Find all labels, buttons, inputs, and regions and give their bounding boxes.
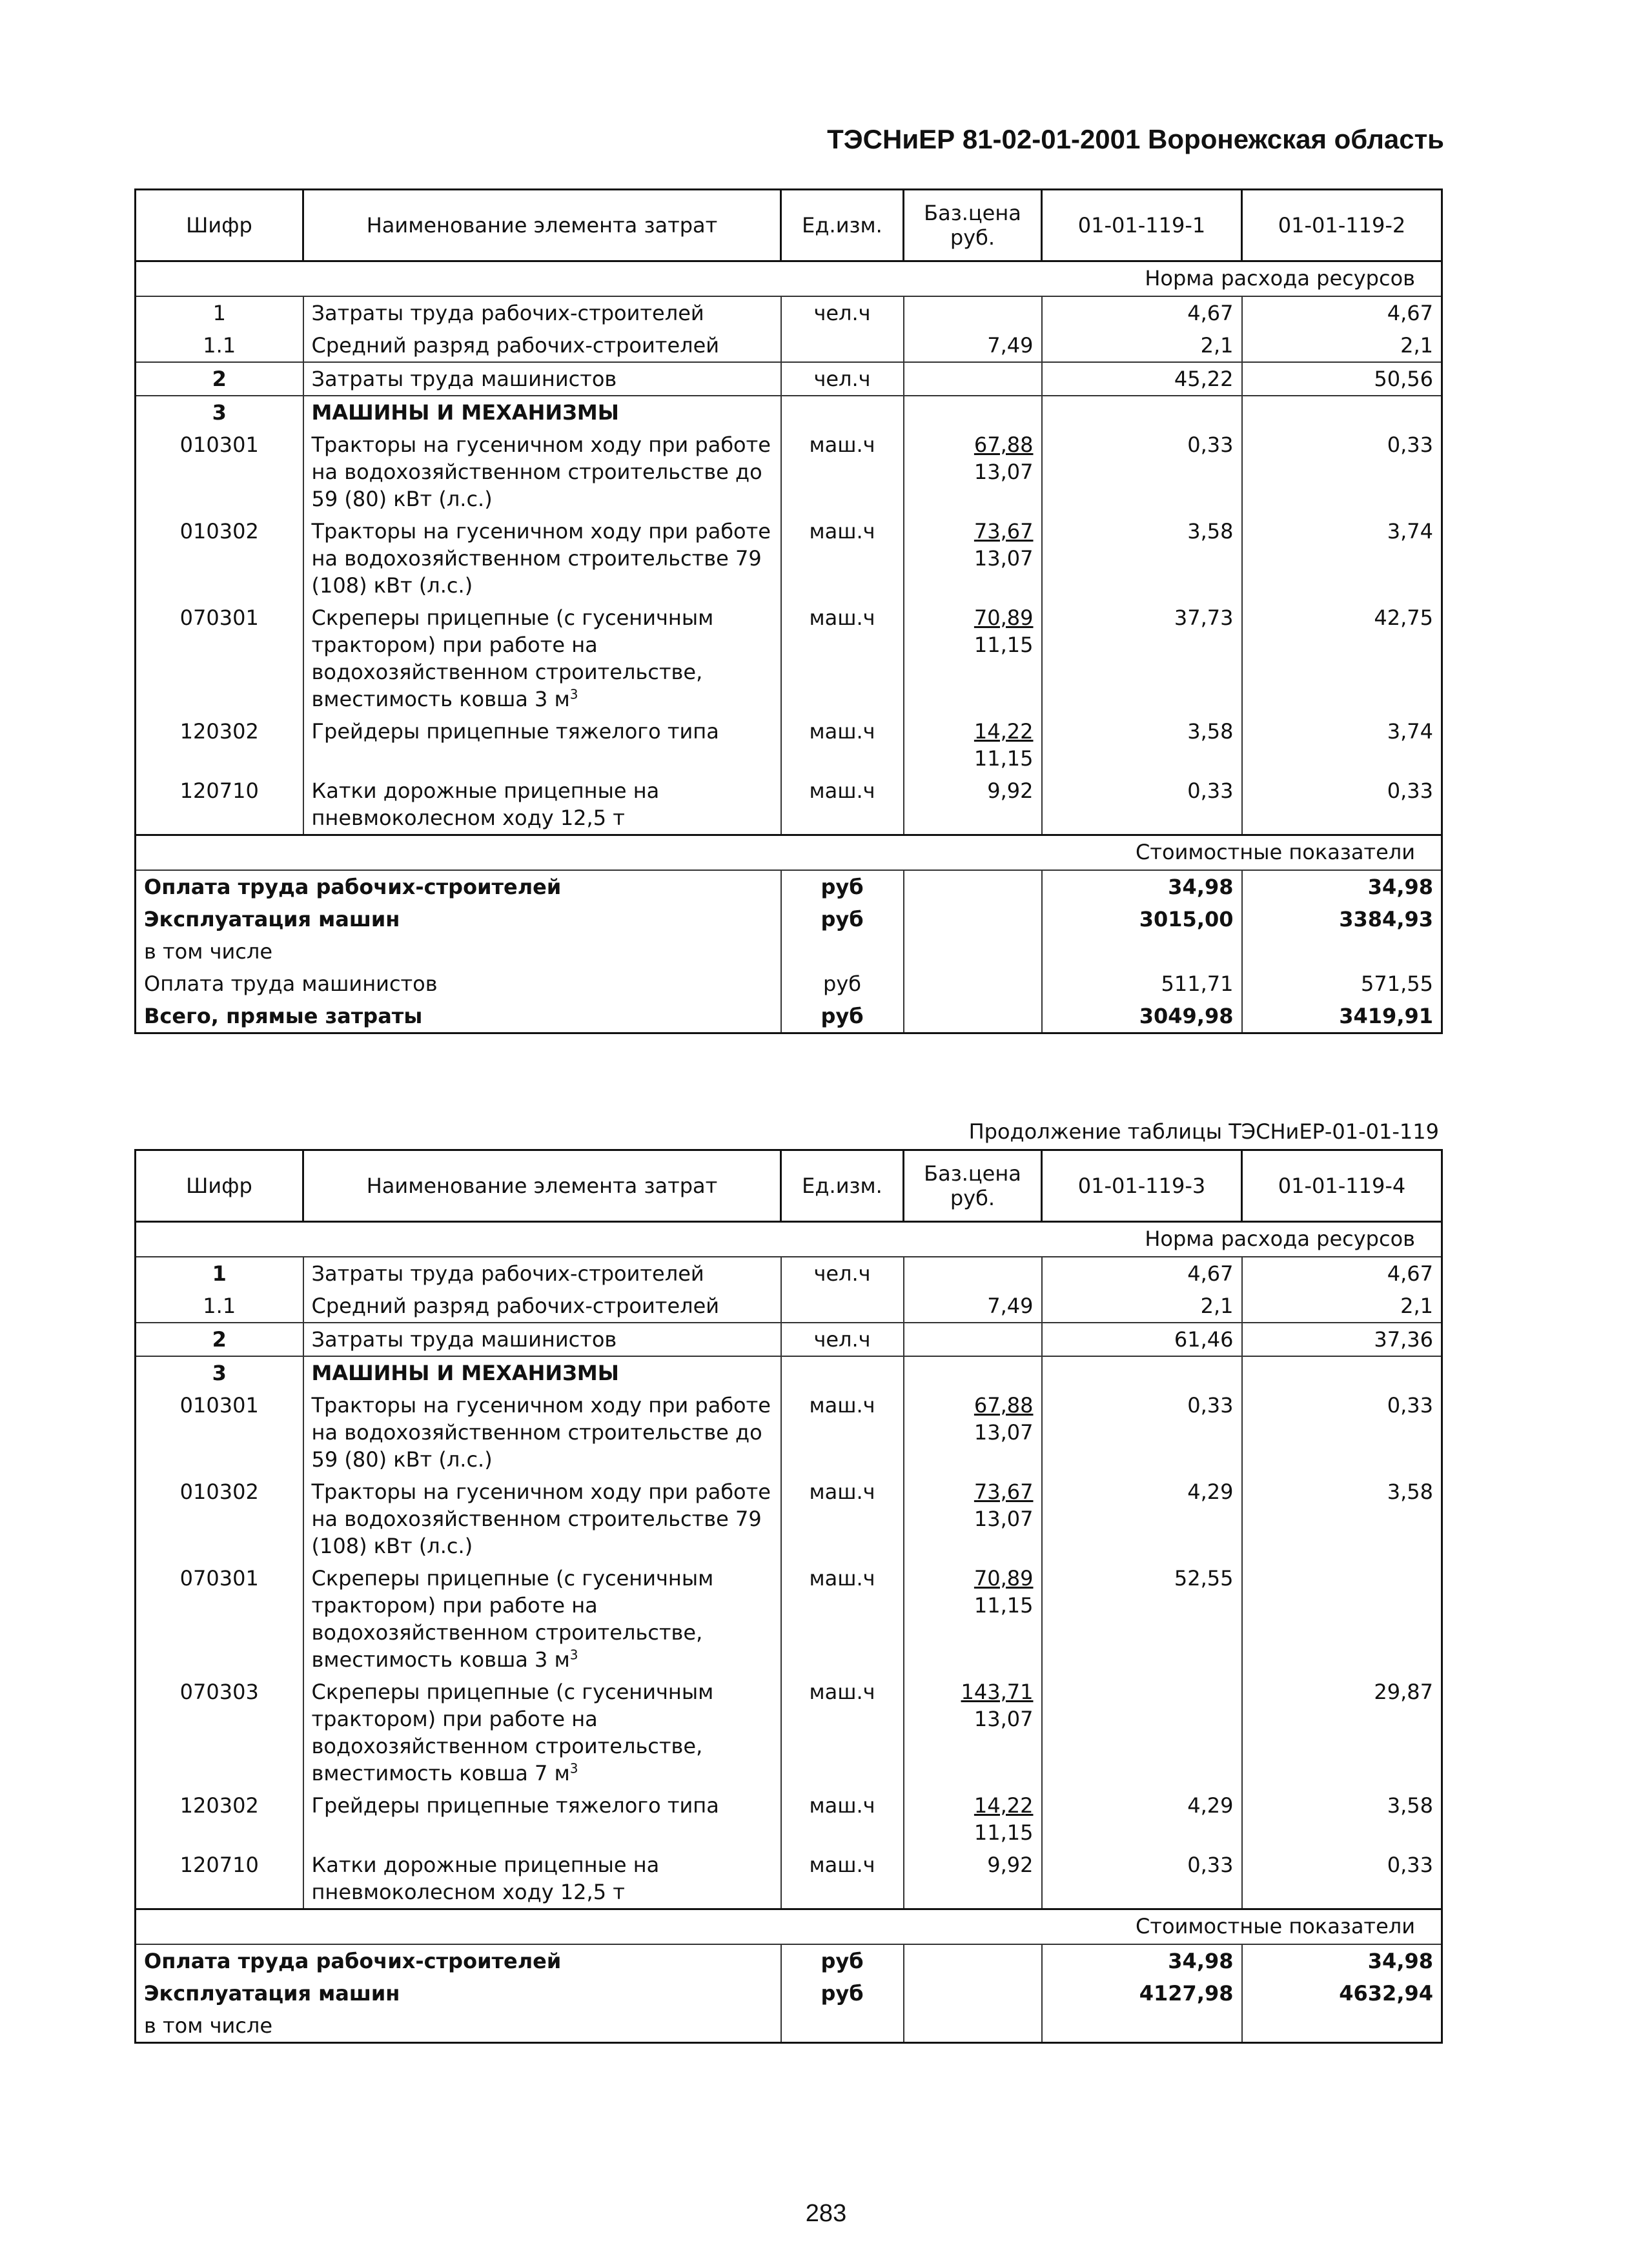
table-row xyxy=(136,515,1442,602)
table-row xyxy=(136,296,1442,329)
row-code: 010301 xyxy=(136,429,303,515)
table-row xyxy=(136,1356,1442,1389)
total-unit xyxy=(781,935,904,968)
total-row xyxy=(136,870,1442,903)
total-label: Всего, прямые затраты xyxy=(136,1000,781,1033)
table-row xyxy=(136,1849,1442,1909)
row-value-2: 3,58 xyxy=(1242,1476,1442,1562)
total-label: Оплата труда рабочих-строителей xyxy=(136,1944,781,1977)
table-row xyxy=(136,429,1442,515)
total-value-1 xyxy=(1042,2009,1242,2043)
price-total: 14,22 xyxy=(974,1793,1034,1818)
total-label: Оплата труда машинистов xyxy=(136,968,781,1000)
total-value-2: 3419,91 xyxy=(1242,1000,1442,1033)
row-price xyxy=(904,715,1042,775)
price-wage: 13,07 xyxy=(974,1420,1034,1445)
price-wage: 11,15 xyxy=(974,746,1034,771)
row-price: 7,49 xyxy=(904,1290,1042,1323)
row-unit: маш.ч xyxy=(781,1562,904,1676)
row-price xyxy=(904,1356,1042,1389)
header-variant-2: 01-01-119-4 xyxy=(1242,1150,1442,1222)
total-price xyxy=(904,968,1042,1000)
table-row xyxy=(136,362,1442,396)
row-price xyxy=(904,602,1042,715)
row-value-1: 0,33 xyxy=(1042,775,1242,835)
section-row xyxy=(136,1909,1442,1945)
row-price xyxy=(904,1562,1042,1676)
total-value-1: 3015,00 xyxy=(1042,903,1242,935)
row-price xyxy=(904,1789,1042,1849)
row-code: 2 xyxy=(136,1323,303,1356)
row-value-2: 0,33 xyxy=(1242,429,1442,515)
row-value-1: 45,22 xyxy=(1042,362,1242,396)
total-price xyxy=(904,935,1042,968)
total-unit: руб xyxy=(781,968,904,1000)
total-unit: руб xyxy=(781,903,904,935)
total-price xyxy=(904,1944,1042,1977)
section-costs-label: Стоимостные показатели xyxy=(136,835,1442,871)
row-unit: чел.ч xyxy=(781,362,904,396)
total-unit: руб xyxy=(781,1000,904,1033)
row-price xyxy=(904,429,1042,515)
total-unit: руб xyxy=(781,1977,904,2009)
price-wage: 13,07 xyxy=(974,1507,1034,1531)
row-value-2: 2,1 xyxy=(1242,329,1442,362)
section-norms-label: Норма расхода ресурсов xyxy=(136,261,1442,297)
row-value-1: 4,67 xyxy=(1042,1257,1242,1290)
row-value-2: 0,33 xyxy=(1242,1849,1442,1909)
row-name-text: Скреперы прицепные (с гусеничным трактором) при работе на водохозяйственном строительстве, вместимость ковша 3 м xyxy=(311,1566,714,1672)
price-wage: 13,07 xyxy=(974,1707,1034,1731)
total-row xyxy=(136,968,1442,1000)
total-label: Оплата труда рабочих-строителей xyxy=(136,870,781,903)
superscript: 3 xyxy=(569,686,578,702)
row-unit: чел.ч xyxy=(781,296,904,329)
row-name: Средний разряд рабочих-строителей xyxy=(303,1290,781,1323)
total-row xyxy=(136,1000,1442,1033)
total-label: в том числе xyxy=(136,935,781,968)
price-wage: 11,15 xyxy=(974,1593,1034,1618)
row-value-1: 4,67 xyxy=(1042,296,1242,329)
table-row xyxy=(136,1290,1442,1323)
total-value-2: 4632,94 xyxy=(1242,1977,1442,2009)
row-code: 120302 xyxy=(136,1789,303,1849)
row-value-1: 0,33 xyxy=(1042,1849,1242,1909)
row-code: 3 xyxy=(136,1356,303,1389)
row-code: 010301 xyxy=(136,1389,303,1476)
row-unit xyxy=(781,1356,904,1389)
resource-table-2 xyxy=(134,1149,1443,2044)
header-name: Наименование элемента затрат xyxy=(303,1150,781,1222)
row-name: Тракторы на гусеничном ходу при работе на водохозяйственном строительстве 79 (108) кВт (л.с.) xyxy=(303,1476,781,1562)
row-name: Затраты труда рабочих-строителей xyxy=(303,296,781,329)
total-price xyxy=(904,2009,1042,2043)
total-value-2: 3384,93 xyxy=(1242,903,1442,935)
table-header-row xyxy=(136,190,1442,261)
price-total: 143,71 xyxy=(961,1680,1034,1704)
table-row xyxy=(136,329,1442,362)
row-code: 120710 xyxy=(136,775,303,835)
row-price: 9,92 xyxy=(904,775,1042,835)
table-row xyxy=(136,1476,1442,1562)
row-value-1: 0,33 xyxy=(1042,1389,1242,1476)
row-value-2: 0,33 xyxy=(1242,1389,1442,1476)
row-unit xyxy=(781,396,904,429)
row-code: 1 xyxy=(136,296,303,329)
row-code: 120302 xyxy=(136,715,303,775)
price-total: 70,89 xyxy=(974,605,1034,630)
row-value-2: 2,1 xyxy=(1242,1290,1442,1323)
row-price xyxy=(904,1323,1042,1356)
total-value-1 xyxy=(1042,935,1242,968)
header-name: Наименование элемента затрат xyxy=(303,190,781,261)
total-price xyxy=(904,903,1042,935)
total-label: Эксплуатация машин xyxy=(136,903,781,935)
header-variant-2: 01-01-119-2 xyxy=(1242,190,1442,261)
document-title: ТЭСНиЕР 81-02-01-2001 Воронежская область xyxy=(827,124,1444,154)
row-value-2: 3,58 xyxy=(1242,1789,1442,1849)
row-code: 2 xyxy=(136,362,303,396)
superscript: 3 xyxy=(569,1760,578,1776)
row-code: 070303 xyxy=(136,1676,303,1789)
row-value-2: 29,87 xyxy=(1242,1676,1442,1789)
table-row xyxy=(136,1389,1442,1476)
resource-table-1 xyxy=(134,188,1443,1034)
row-price xyxy=(904,1676,1042,1789)
row-unit xyxy=(781,329,904,362)
row-value-1: 3,58 xyxy=(1042,715,1242,775)
row-unit: маш.ч xyxy=(781,1676,904,1789)
row-unit: маш.ч xyxy=(781,1789,904,1849)
total-value-1: 34,98 xyxy=(1042,1944,1242,1977)
row-code: 1.1 xyxy=(136,1290,303,1323)
row-value-1: 0,33 xyxy=(1042,429,1242,515)
total-unit: руб xyxy=(781,1944,904,1977)
row-name: Тракторы на гусеничном ходу при работе на водохозяйственном строительстве до 59 (80) кВт (л.с.) xyxy=(303,429,781,515)
row-unit: маш.ч xyxy=(781,1849,904,1909)
total-row xyxy=(136,1977,1442,2009)
total-price xyxy=(904,1977,1042,2009)
price-wage: 13,07 xyxy=(974,460,1034,484)
header-unit: Ед.изм. xyxy=(781,190,904,261)
row-code: 010302 xyxy=(136,1476,303,1562)
table-row xyxy=(136,1323,1442,1356)
total-value-2 xyxy=(1242,2009,1442,2043)
row-unit: маш.ч xyxy=(781,1476,904,1562)
row-code: 3 xyxy=(136,396,303,429)
row-value-1: 61,46 xyxy=(1042,1323,1242,1356)
row-name xyxy=(303,1676,781,1789)
row-value-2: 37,36 xyxy=(1242,1323,1442,1356)
row-name: Затраты труда рабочих-строителей xyxy=(303,1257,781,1290)
total-value-2: 571,55 xyxy=(1242,968,1442,1000)
section-norms-label: Норма расхода ресурсов xyxy=(136,1222,1442,1257)
row-name xyxy=(303,602,781,715)
row-unit: чел.ч xyxy=(781,1323,904,1356)
row-value-1: 4,29 xyxy=(1042,1789,1242,1849)
row-name: Тракторы на гусеничном ходу при работе на водохозяйственном строительстве 79 (108) кВт (л.с.) xyxy=(303,515,781,602)
row-value-2 xyxy=(1242,1562,1442,1676)
row-price xyxy=(904,1257,1042,1290)
header-unit: Ед.изм. xyxy=(781,1150,904,1222)
row-price xyxy=(904,296,1042,329)
row-unit: маш.ч xyxy=(781,775,904,835)
row-value-1: 37,73 xyxy=(1042,602,1242,715)
row-name: Тракторы на гусеничном ходу при работе на водохозяйственном строительстве до 59 (80) кВт (л.с.) xyxy=(303,1389,781,1476)
row-value-1: 4,29 xyxy=(1042,1476,1242,1562)
row-value-2: 3,74 xyxy=(1242,515,1442,602)
row-unit: маш.ч xyxy=(781,1389,904,1476)
row-price xyxy=(904,396,1042,429)
row-unit: маш.ч xyxy=(781,429,904,515)
total-label: в том числе xyxy=(136,2009,781,2043)
section-row xyxy=(136,261,1442,297)
row-code: 010302 xyxy=(136,515,303,602)
total-row xyxy=(136,935,1442,968)
row-price: 7,49 xyxy=(904,329,1042,362)
continuation-note: Продолжение таблицы ТЭСНиЕР-01-01-119 xyxy=(968,1119,1439,1144)
row-name: Затраты труда машинистов xyxy=(303,1323,781,1356)
row-unit: маш.ч xyxy=(781,515,904,602)
table-row xyxy=(136,1257,1442,1290)
row-unit xyxy=(781,1290,904,1323)
superscript: 3 xyxy=(569,1647,578,1663)
table-row xyxy=(136,715,1442,775)
row-value-1 xyxy=(1042,1676,1242,1789)
row-name: Затраты труда машинистов xyxy=(303,362,781,396)
table-row xyxy=(136,775,1442,835)
row-code: 1.1 xyxy=(136,329,303,362)
table-row xyxy=(136,1562,1442,1676)
row-name-text: Скреперы прицепные (с гусеничным трактором) при работе на водохозяйственном строительстве, вместимость ковша 7 м xyxy=(311,1680,714,1785)
header-code: Шифр xyxy=(136,1150,303,1222)
price-total: 70,89 xyxy=(974,1566,1034,1591)
table-row xyxy=(136,602,1442,715)
row-value-1: 2,1 xyxy=(1042,1290,1242,1323)
total-row xyxy=(136,903,1442,935)
row-price xyxy=(904,515,1042,602)
row-value-2: 3,74 xyxy=(1242,715,1442,775)
total-value-2: 34,98 xyxy=(1242,1944,1442,1977)
row-value-2: 42,75 xyxy=(1242,602,1442,715)
header-variant-1: 01-01-119-3 xyxy=(1042,1150,1242,1222)
row-price xyxy=(904,1389,1042,1476)
row-name: МАШИНЫ И МЕХАНИЗМЫ xyxy=(303,396,781,429)
total-price xyxy=(904,1000,1042,1033)
price-total: 73,67 xyxy=(974,519,1034,544)
total-row xyxy=(136,1944,1442,1977)
row-name: Грейдеры прицепные тяжелого типа xyxy=(303,715,781,775)
table-header-row xyxy=(136,1150,1442,1222)
row-value-1: 3,58 xyxy=(1042,515,1242,602)
row-code: 070301 xyxy=(136,602,303,715)
total-unit xyxy=(781,2009,904,2043)
price-total: 67,88 xyxy=(974,1393,1034,1418)
price-wage: 11,15 xyxy=(974,1820,1034,1845)
header-price: Баз.цена руб. xyxy=(904,190,1042,261)
row-price: 9,92 xyxy=(904,1849,1042,1909)
total-unit: руб xyxy=(781,870,904,903)
row-value-2 xyxy=(1242,1356,1442,1389)
section-row xyxy=(136,835,1442,871)
header-price: Баз.цена руб. xyxy=(904,1150,1042,1222)
total-value-2 xyxy=(1242,935,1442,968)
total-row xyxy=(136,2009,1442,2043)
price-total: 14,22 xyxy=(974,719,1034,744)
row-name: Катки дорожные прицепные на пневмоколесном ходу 12,5 т xyxy=(303,1849,781,1909)
section-row xyxy=(136,1222,1442,1257)
header-code: Шифр xyxy=(136,190,303,261)
row-price xyxy=(904,362,1042,396)
row-value-2: 0,33 xyxy=(1242,775,1442,835)
total-value-1: 511,71 xyxy=(1042,968,1242,1000)
row-name xyxy=(303,1562,781,1676)
row-value-1 xyxy=(1042,1356,1242,1389)
row-value-1 xyxy=(1042,396,1242,429)
section-costs-label: Стоимостные показатели xyxy=(136,1909,1442,1945)
row-value-2: 50,56 xyxy=(1242,362,1442,396)
row-name: Грейдеры прицепные тяжелого типа xyxy=(303,1789,781,1849)
row-code: 070301 xyxy=(136,1562,303,1676)
row-code: 120710 xyxy=(136,1849,303,1909)
total-value-2: 34,98 xyxy=(1242,870,1442,903)
row-value-2: 4,67 xyxy=(1242,296,1442,329)
row-value-2 xyxy=(1242,396,1442,429)
price-wage: 11,15 xyxy=(974,633,1034,657)
row-value-1: 52,55 xyxy=(1042,1562,1242,1676)
page-number: 283 xyxy=(805,2200,847,2227)
total-label: Эксплуатация машин xyxy=(136,1977,781,2009)
total-value-1: 3049,98 xyxy=(1042,1000,1242,1033)
header-variant-1: 01-01-119-1 xyxy=(1042,190,1242,261)
table-row xyxy=(136,1676,1442,1789)
total-price xyxy=(904,870,1042,903)
table-row xyxy=(136,1789,1442,1849)
row-unit: чел.ч xyxy=(781,1257,904,1290)
row-code: 1 xyxy=(136,1257,303,1290)
total-value-1: 4127,98 xyxy=(1042,1977,1242,2009)
total-value-1: 34,98 xyxy=(1042,870,1242,903)
row-unit: маш.ч xyxy=(781,602,904,715)
row-name: Катки дорожные прицепные на пневмоколесном ходу 12,5 т xyxy=(303,775,781,835)
row-name: МАШИНЫ И МЕХАНИЗМЫ xyxy=(303,1356,781,1389)
row-name: Средний разряд рабочих-строителей xyxy=(303,329,781,362)
table-row xyxy=(136,396,1442,429)
price-total: 67,88 xyxy=(974,432,1034,457)
price-total: 73,67 xyxy=(974,1480,1034,1504)
row-unit: маш.ч xyxy=(781,715,904,775)
row-name-text: Скреперы прицепные (с гусеничным трактором) при работе на водохозяйственном строительстве, вместимость ковша 3 м xyxy=(311,605,714,711)
row-price xyxy=(904,1476,1042,1562)
price-wage: 13,07 xyxy=(974,546,1034,571)
row-value-2: 4,67 xyxy=(1242,1257,1442,1290)
row-value-1: 2,1 xyxy=(1042,329,1242,362)
